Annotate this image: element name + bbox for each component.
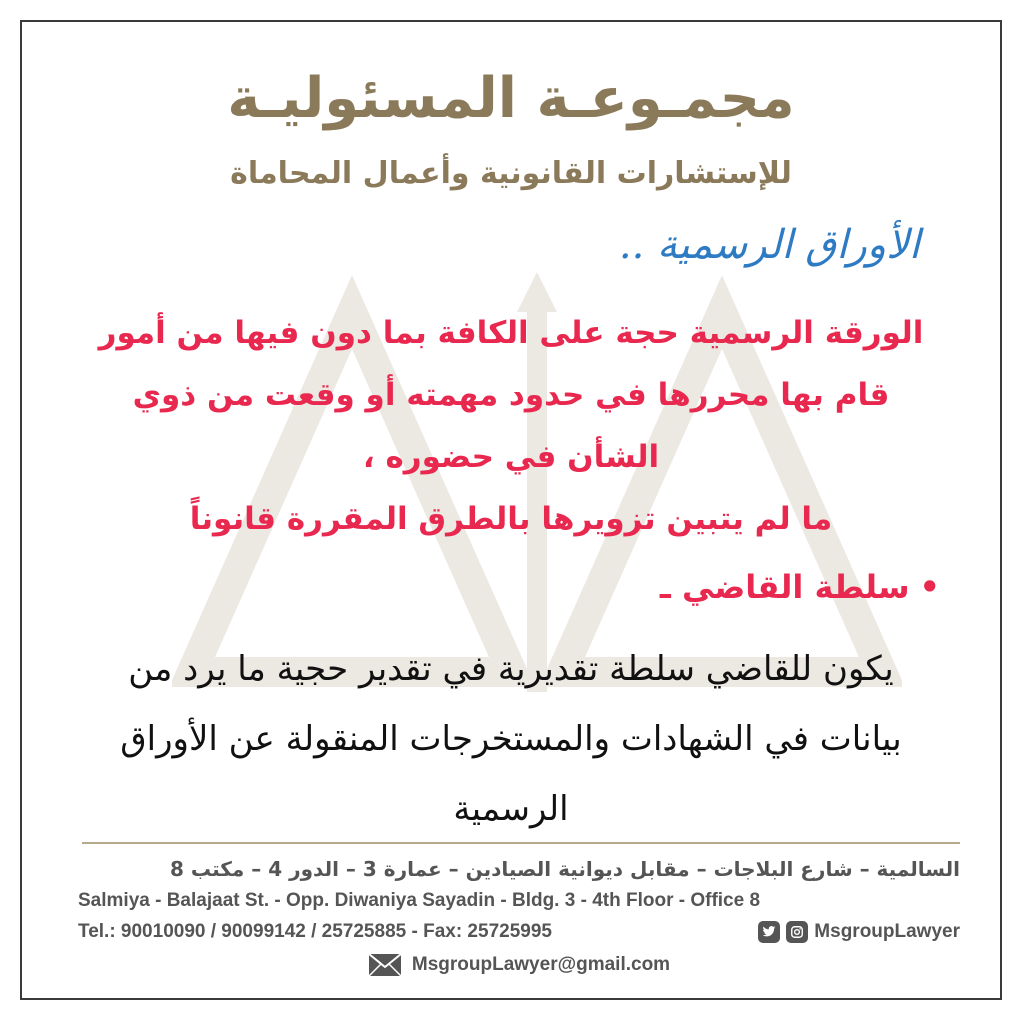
social-links	[758, 916, 960, 948]
company-tagline: للإستشارات القانونية وأعمال المحاماة	[230, 156, 792, 191]
highlight-line: ما لم يتبين تزويرها بالطرق المقررة قانوناً	[189, 501, 833, 537]
instagram-icon[interactable]	[786, 921, 808, 943]
flyer-frame	[20, 20, 1002, 1000]
bullet-dot-icon: •	[919, 568, 940, 606]
body-paragraph	[62, 634, 960, 844]
highlight-line: الشأن في حضوره ،	[362, 439, 660, 475]
highlight-line: الورقة الرسمية حجة على الكافة بما دون فيها من أمور	[98, 315, 924, 351]
social-handle[interactable]: MsgroupLawyer	[814, 921, 960, 942]
address-english: Salmiya - Balajaat St. - Opp. Diwaniya Sayadin - Bldg. 3 - 4th Floor - Office 8	[78, 890, 761, 911]
address-arabic: السالمية – شارع البلاجات – مقابل ديوانية الصيادين – عمارة 3 – الدور 4 – مكتب 8	[170, 857, 960, 881]
body-line: بيانات في الشهادات والمستخرجات المنقولة عن الأوراق	[120, 719, 902, 759]
phone-numbers: Tel.: 90010090 / 90099142 / 25725885 - Fax: 25725995	[78, 921, 552, 942]
phone-social-row	[78, 916, 960, 948]
body-line: الرسمية	[453, 789, 569, 829]
company-name: مجمـوعـة المسئوليـة	[227, 66, 795, 131]
contact-footer	[78, 852, 960, 982]
email-address[interactable]: MsgroupLawyer@gmail.com	[411, 954, 671, 975]
highlight-line: قام بها محررها في حدود مهمته أو وقعت من ذوي	[132, 377, 890, 413]
footer-divider	[82, 842, 960, 844]
bullet-heading	[660, 568, 940, 606]
bullet-heading-text: سلطة القاضي ـ	[659, 568, 910, 606]
section-title: الأوراق الرسمية ..	[618, 222, 920, 268]
envelope-icon	[368, 953, 402, 977]
highlight-paragraph	[62, 302, 960, 550]
body-line: يكون للقاضي سلطة تقديرية في تقدير حجية ما يرد من	[128, 649, 894, 689]
email-row	[78, 948, 960, 982]
twitter-icon[interactable]	[758, 921, 780, 943]
